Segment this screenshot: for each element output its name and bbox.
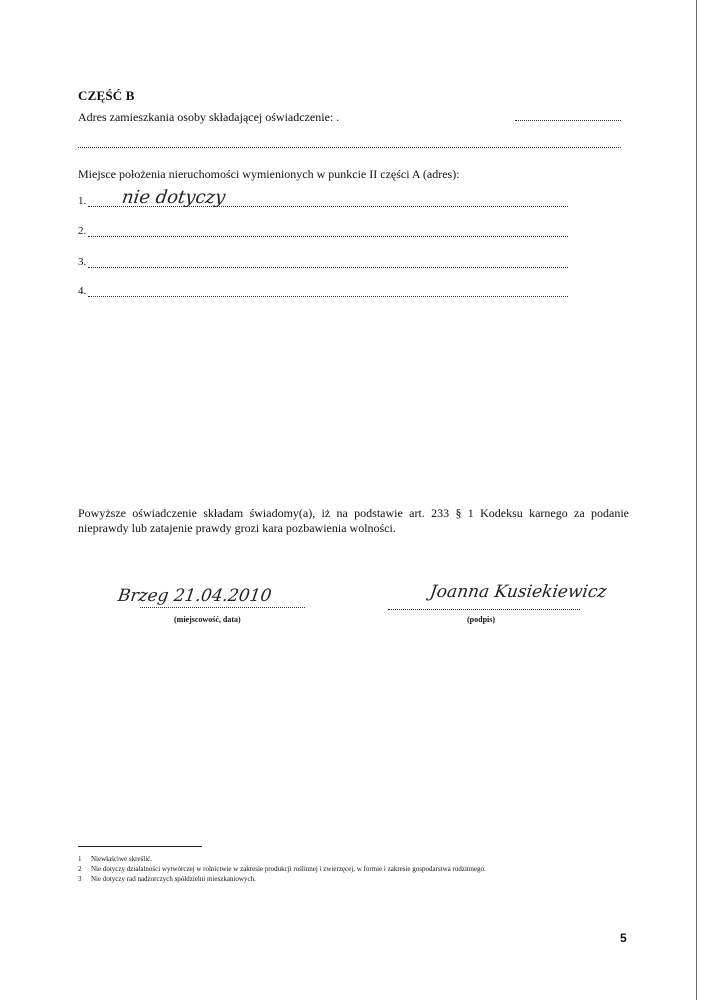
footnote-text: Nie dotyczy rad nadzorczych spółdzielni mieszkaniowych.	[91, 875, 256, 883]
footnote-number: 2	[78, 865, 82, 873]
footnote-number: 1	[78, 855, 82, 863]
property-line-value: nie dotyczy	[120, 187, 227, 208]
property-line-number: 4.	[78, 285, 87, 297]
scan-edge-line	[696, 0, 697, 1000]
footnote-item	[78, 864, 618, 874]
footnote-text: Niewłaściwe skreślić.	[91, 855, 153, 863]
page-number: 5	[620, 931, 627, 945]
footnote-number: 3	[78, 875, 82, 883]
property-label: Miejsce położenia nieruchomości wymienionych w punkcie II części A (adres):	[78, 167, 460, 181]
footnote-item	[78, 854, 618, 864]
address-field-line-2	[78, 147, 621, 148]
signature-handwriting: Joanna Kusiekiewicz	[428, 582, 608, 602]
signature-caption: (podpis)	[467, 615, 496, 624]
property-line-2	[88, 236, 568, 237]
signature-line	[388, 609, 580, 610]
declaration-text: Powyższe oświadczenie składam świadomy(a), iż na podstawie art. 233 § 1 Kodeksu karnego za podanie nieprawdy lub zatajenie prawdy grozi kara pozbawienia wolności.	[78, 506, 629, 535]
section-title: CZĘŚĆ B	[78, 88, 135, 103]
property-line-number: 2.	[78, 225, 87, 237]
address-label: Adres zamieszkania osoby składającej oświadczenie: .	[78, 110, 340, 124]
place-date-handwriting: Brzeg 21.04.2010	[116, 586, 273, 606]
place-date-caption: (miejscowość, data)	[174, 615, 241, 624]
place-date-line	[140, 607, 305, 608]
address-field-line-1	[515, 120, 621, 121]
property-line-4	[88, 296, 568, 297]
footnotes	[78, 854, 618, 884]
property-line-number: 1.	[78, 195, 87, 207]
footnote-item	[78, 874, 618, 884]
property-line-number: 3.	[78, 256, 87, 268]
footnote-text: Nie dotyczy działalności wytwórczej w rolnictwie w zakresie produkcji roślinnej i zwierzęcej, w formie i zakresie gospodarstwa rodzinnego.	[91, 865, 486, 873]
property-line-3	[88, 267, 568, 268]
footnote-separator	[78, 846, 202, 847]
